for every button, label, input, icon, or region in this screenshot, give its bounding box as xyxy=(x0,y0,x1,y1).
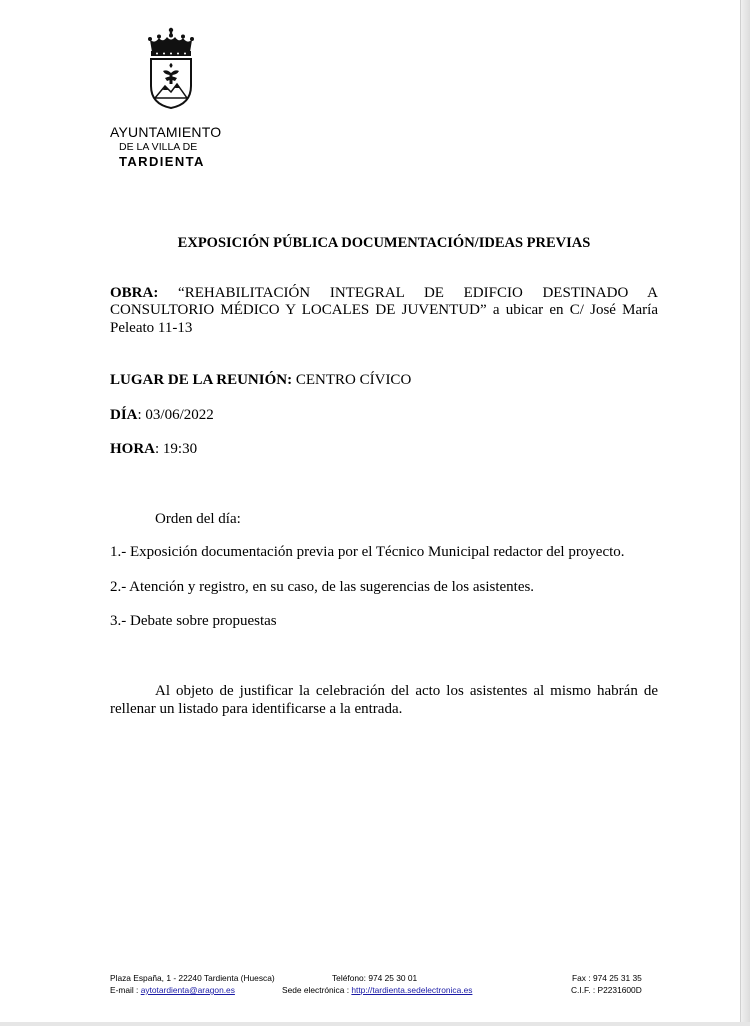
lugar-value: CENTRO CÍVICO xyxy=(295,372,412,388)
footer-email-label: E-mail : xyxy=(110,985,141,995)
footer-sede-link[interactable]: http://tardienta.sedelectronica.es xyxy=(351,985,473,995)
hora-label: HORA xyxy=(110,441,155,457)
lugar-line xyxy=(110,371,411,389)
footer-address: Plaza España, 1 - 22240 Tardienta (Huesca) xyxy=(110,973,275,983)
hora-line xyxy=(110,440,197,458)
coat-of-arms-logo xyxy=(143,26,199,110)
org-line-ayuntamiento: AYUNTAMIENTO xyxy=(110,124,222,140)
footer-phone: Teléfono: 974 25 30 01 xyxy=(332,973,418,983)
dia-line xyxy=(110,406,214,424)
organization-name xyxy=(110,124,221,169)
obra-text: “REHABILITACIÓN INTEGRAL DE EDIFCIO DESTINADO A CONSULTORIO MÉDICO Y LOCALES DE JUVENTUD” a ubicar en C/ José María Peleato 11-13 xyxy=(110,285,658,336)
footer-cif: C.I.F. : P2231600D xyxy=(571,985,642,995)
dia-value: : 03/06/2022 xyxy=(137,407,214,423)
document-title: EXPOSICIÓN PÚBLICA DOCUMENTACIÓN/IDEAS PREVIAS xyxy=(177,235,591,251)
footer-sede-line xyxy=(282,985,472,996)
obra-paragraph xyxy=(110,285,658,337)
footer-fax: Fax : 974 25 31 35 xyxy=(572,973,642,983)
agenda-item: 2.- Atención y registro, en su caso, de las sugerencias de los asistentes. xyxy=(110,579,535,595)
agenda-title: Orden del día: xyxy=(155,511,241,527)
footer-email-line xyxy=(110,985,235,996)
obra-label: OBRA: xyxy=(110,285,159,301)
closing-note: Al objeto de justificar la celebración del acto los asistentes al mismo habrán de rellenar un listado para identificarse a la entrada. xyxy=(110,683,658,717)
agenda-item: 1.- Exposición documentación previa por el Técnico Municipal redactor del proyecto. xyxy=(110,544,625,560)
hora-value: : 19:30 xyxy=(155,441,198,457)
agenda-item: 3.- Debate sobre propuestas xyxy=(110,613,277,629)
org-line-de-la-villa: DE LA VILLA DE xyxy=(119,141,198,153)
org-line-tardienta: TARDIENTA xyxy=(119,154,205,169)
page-bottom-edge xyxy=(0,1022,750,1026)
dia-label: DÍA xyxy=(110,407,138,423)
lugar-label: LUGAR DE LA REUNIÓN: xyxy=(110,372,293,388)
footer-email-link[interactable]: aytotardienta@aragon.es xyxy=(140,985,235,995)
footer-sede-label: Sede electrónica : xyxy=(282,985,352,995)
page-edge-shadow xyxy=(740,0,750,1026)
